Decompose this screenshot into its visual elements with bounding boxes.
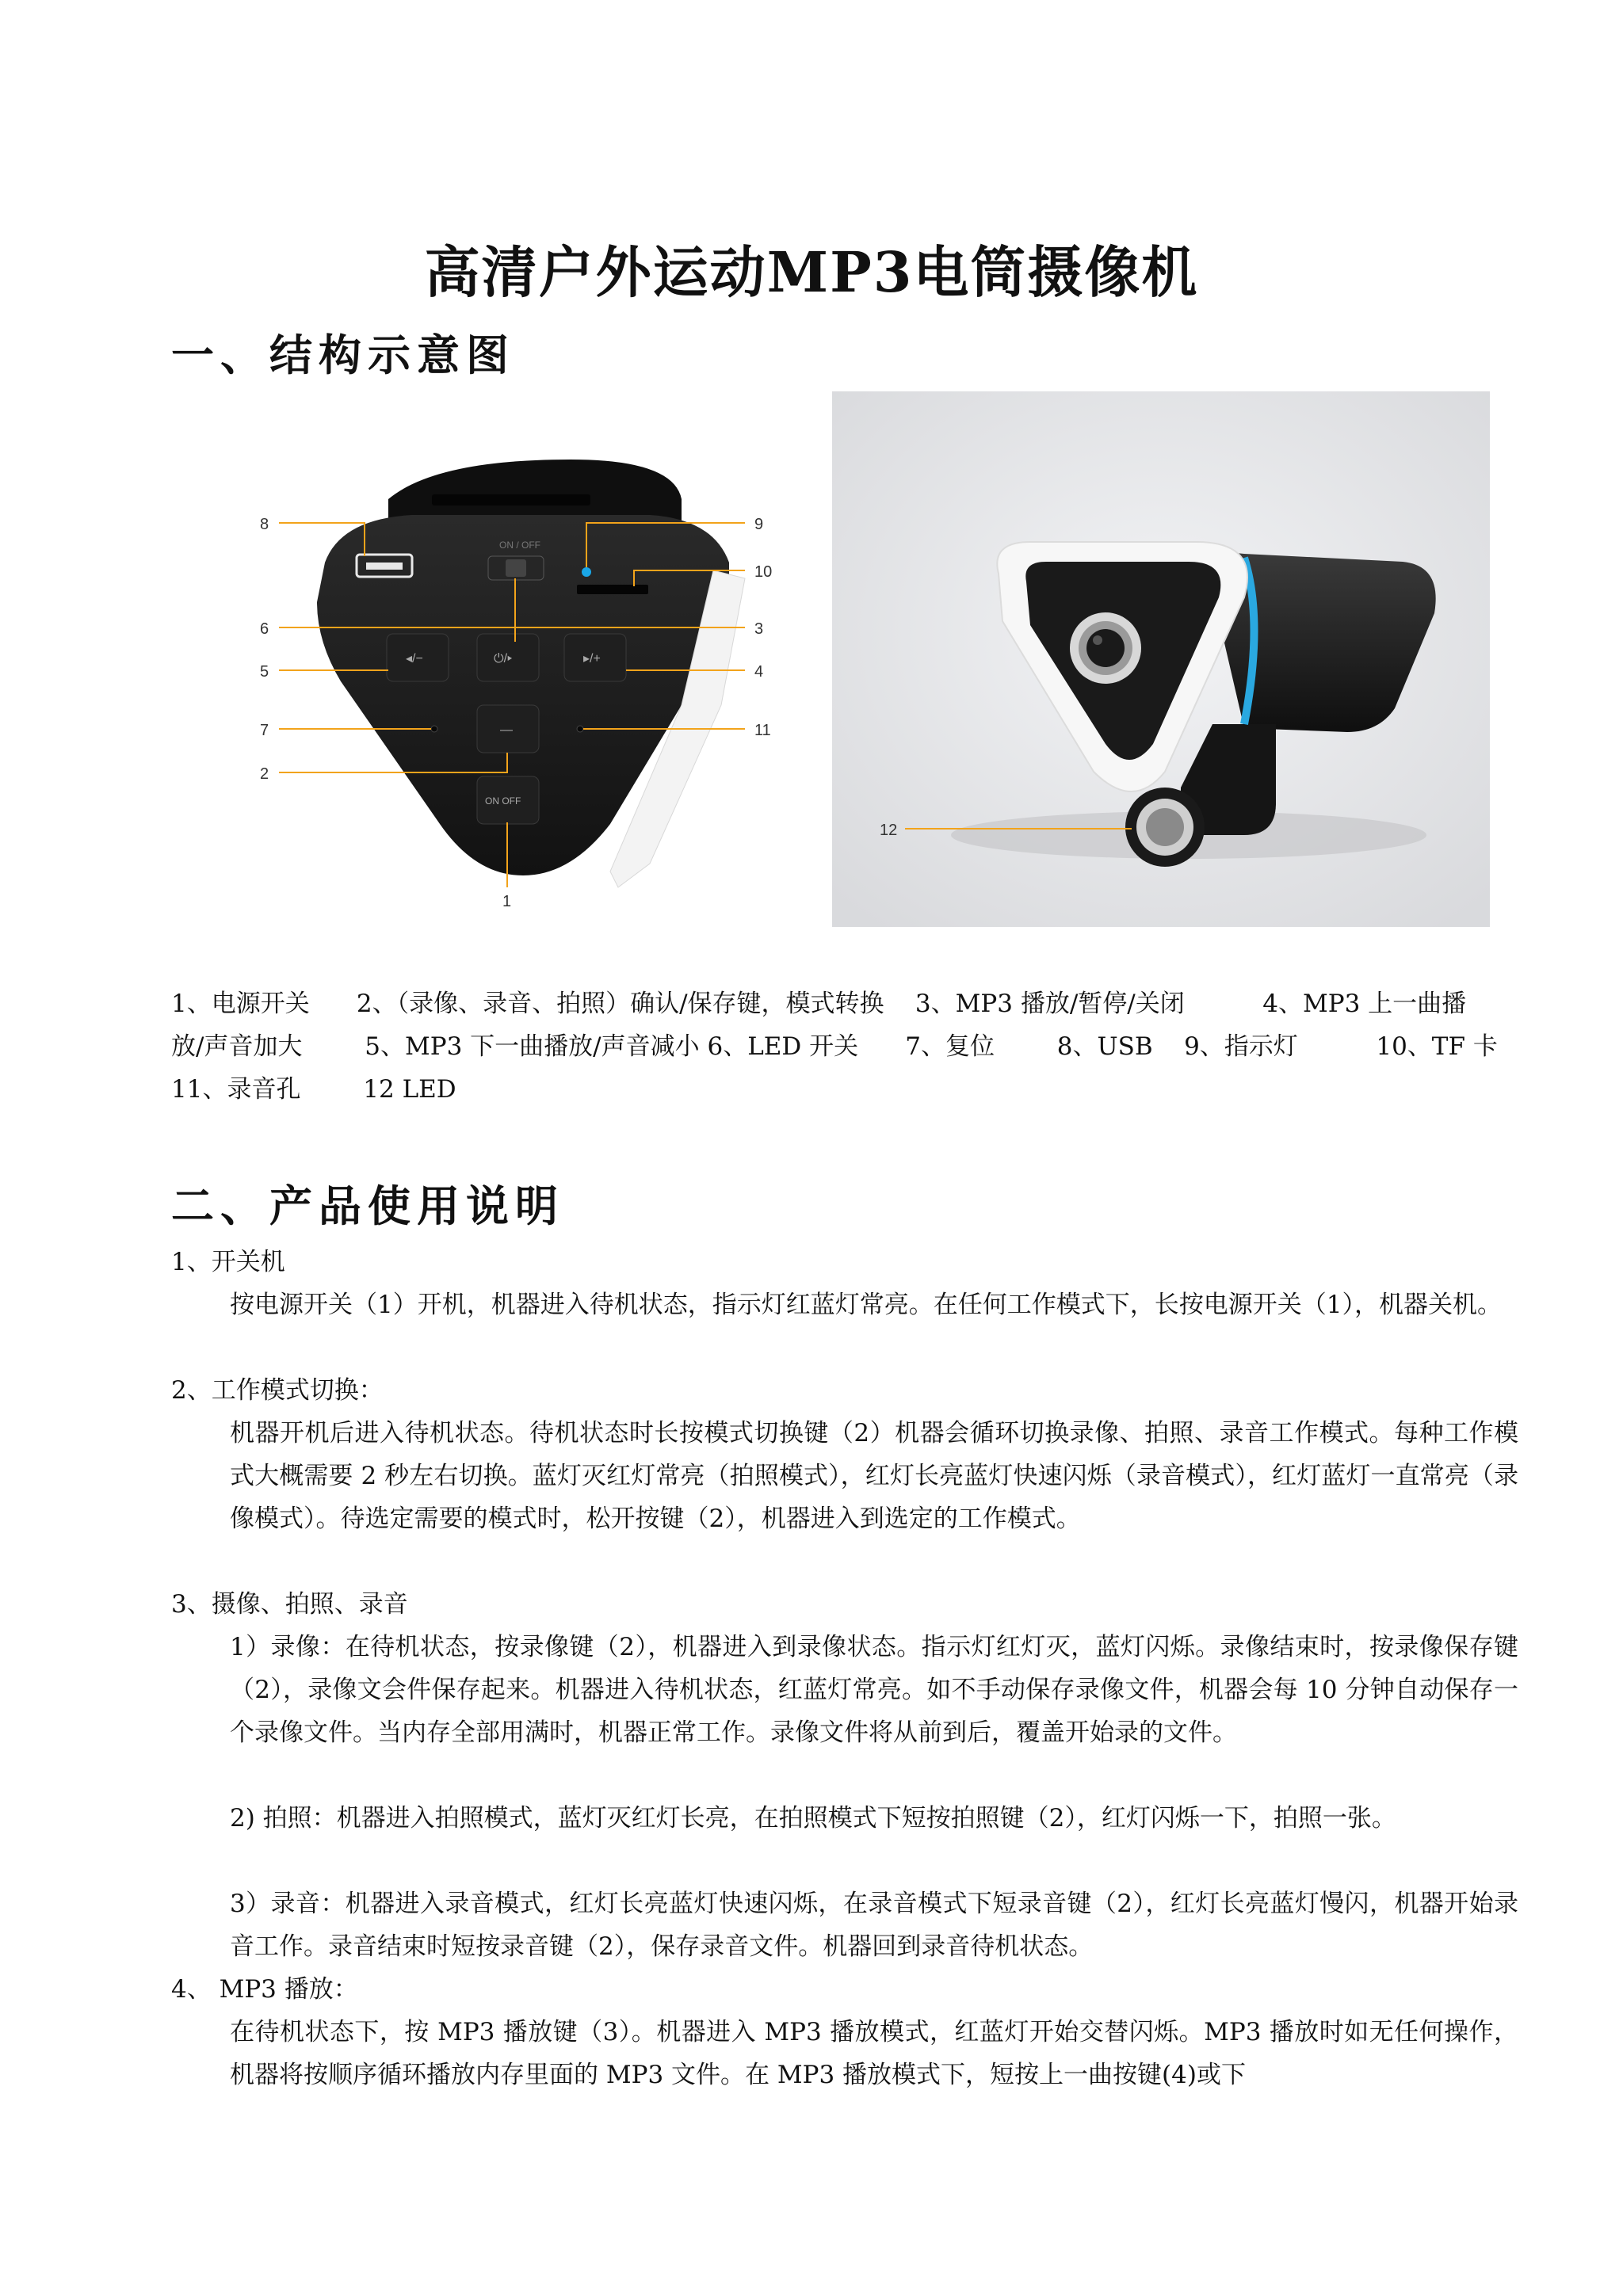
device-front-photo bbox=[832, 391, 1490, 927]
power-button-label: ON OFF bbox=[485, 795, 521, 807]
item-title-record: 3、摄像、拍照、录音 bbox=[171, 1590, 408, 1619]
device-back-diagram bbox=[238, 444, 808, 935]
callout-5: 5 bbox=[260, 663, 269, 681]
callout-1: 1 bbox=[502, 893, 512, 910]
figure-caption-line-3: 11、录音孔 12 LED bbox=[171, 1075, 456, 1104]
onoff-switch-label: ON / OFF bbox=[499, 540, 540, 551]
callout-6: 6 bbox=[260, 620, 269, 638]
item-para-photo: 2) 拍照：机器进入拍照模式，蓝灯灭红灯长亮，在拍照模式下短按拍照键（2），红灯闪烁一下，拍照一张。 bbox=[230, 1804, 1396, 1833]
callout-9: 9 bbox=[754, 516, 764, 533]
callout-12: 12 bbox=[880, 822, 898, 839]
figure-caption-line-1: 1、电源开关 2、（录像、录音、拍照）确认/保存键，模式转换 3、MP3 播放/暂停/关闭 4、MP3 上一曲播 bbox=[171, 990, 1467, 1018]
section-heading-usage: 二、产品使用说明 bbox=[171, 1180, 564, 1231]
svg-text:▸/+: ▸/+ bbox=[583, 652, 601, 666]
callout-3: 3 bbox=[754, 620, 764, 638]
callout-10: 10 bbox=[754, 563, 773, 581]
callout-2: 2 bbox=[260, 765, 269, 783]
item-title-mp3: 4、 MP3 播放： bbox=[171, 1975, 358, 2004]
callout-4: 4 bbox=[754, 663, 764, 681]
item-para-audio: 3）录音：机器进入录音模式，红灯长亮蓝灯快速闪烁，在录音模式下短录音键（2），红灯长亮蓝灯慢闪，机器开始录音工作。录音结束时短按录音键（2），保存录音文件。机器回到录音待机状态。 bbox=[230, 1890, 1518, 1961]
section-heading-structure: 一、结构示意图 bbox=[171, 330, 515, 380]
item-para-mode: 机器开机后进入待机状态。待机状态时长按模式切换键（2）机器会循环切换录像、拍照、录音工作模式。每种工作模式大概需要 2 秒左右切换。蓝灯灭红灯常亮（拍照模式），红灯长亮蓝灯快速闪烁（录音模式），红灯蓝灯一直常亮（录像模式）。待选定需要的模式时，松开按键（2），机器进入到选定的工作模式。 bbox=[230, 1419, 1518, 1533]
svg-text:—: — bbox=[500, 723, 513, 737]
item-para-video: 1）录像：在待机状态，按录像键（2），机器进入到录像状态。指示灯红灯灭，蓝灯闪烁。录像结束时，按录像保存键（2），录像文会件保存起来。机器进入待机状态，红蓝灯常亮。如不手动保存录像文件，机器会每 10 分钟自动保存一个录像文件。当内存全部用满时，机器正常工作。录像文件将从前到后，覆盖开始录的文件。 bbox=[230, 1633, 1518, 1747]
svg-text:⏻/▸: ⏻/▸ bbox=[494, 652, 513, 666]
indicator-led bbox=[582, 567, 591, 577]
item-title-power: 1、开关机 bbox=[171, 1248, 285, 1276]
item-para-mp3: 在待机状态下，按 MP3 播放键（3）。机器进入 MP3 播放模式，红蓝灯开始交替闪烁。MP3 播放时如无任何操作，机器将按顺序循环播放内存里面的 MP3 文件。在 MP3 播放模式下，短按上一曲按键(4)或下 bbox=[230, 2018, 1518, 2089]
callout-11: 11 bbox=[754, 722, 771, 739]
svg-text:◂/−: ◂/− bbox=[406, 652, 423, 666]
page-title: 高清户外运动MP3电筒摄像机 bbox=[424, 239, 1199, 305]
mic-hole bbox=[577, 726, 583, 732]
reset-hole bbox=[431, 726, 437, 732]
callout-7: 7 bbox=[260, 722, 269, 739]
tf-card-slot bbox=[577, 585, 648, 594]
figure-caption-line-2: 放/声音加大 5、MP3 下一曲播放/声音减小 6、LED 开关 7、复位 8、USB 9、指示灯 10、TF 卡 bbox=[171, 1032, 1498, 1061]
item-title-mode: 2、工作模式切换： bbox=[171, 1376, 384, 1405]
callout-8: 8 bbox=[260, 516, 269, 533]
item-para-power: 按电源开关（1）开机，机器进入待机状态，指示灯红蓝灯常亮。在任何工作模式下，长按电源开关（1），机器关机。 bbox=[230, 1291, 1502, 1319]
